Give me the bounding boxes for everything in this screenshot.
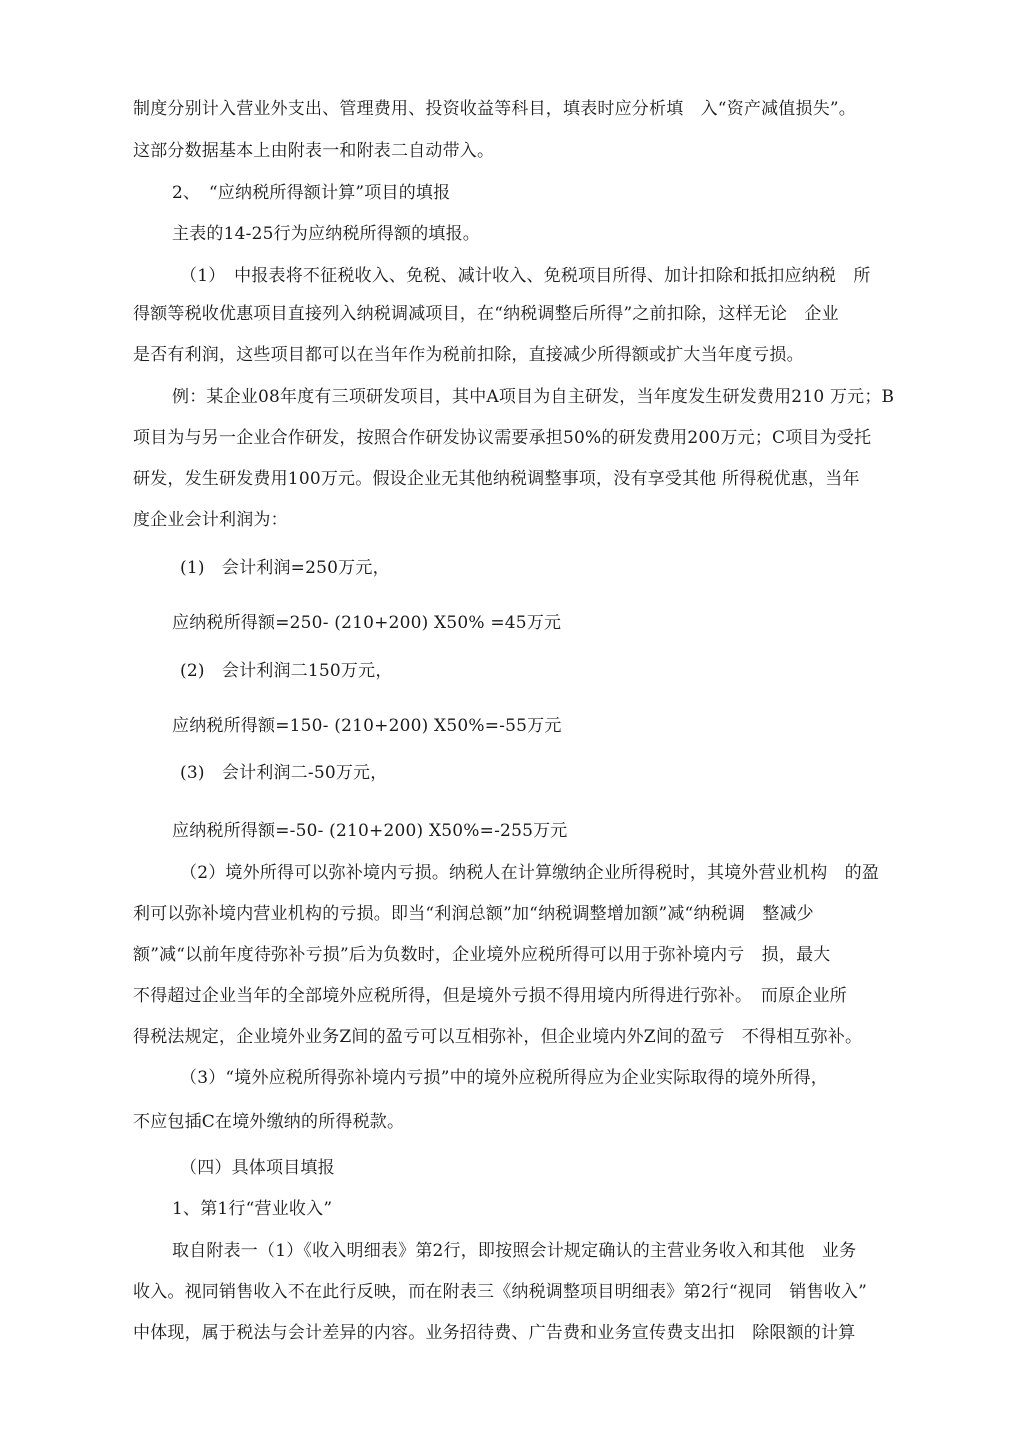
text-line: 度企业会计利润为： (133, 510, 288, 530)
formula-line: 应纳税所得额=250- (210+200) X50% =45万元 (172, 613, 562, 633)
formula-line: 应纳税所得额=-50- (210+200) X50%=-255万元 (172, 821, 568, 841)
section-heading: （四）具体项目填报 (180, 1158, 335, 1178)
text-line: 中体现，属于税法与会计差异的内容。业务招待费、广告费和业务宣传费支出扣 除限额的计算 (133, 1323, 856, 1343)
text-line: 研发，发生研发费用100万元。假设企业无其他纳税调整事项，没有享受其他 所得税优惠，当年 (133, 469, 860, 489)
text-line: 不得超过企业当年的全部境外应税所得，但是境外亏损不得用境内所得进行弥补。 而原企业所 (133, 986, 847, 1006)
text-line: 得额等税收优惠项目直接列入纳税调减项目，在“纳税调整后所得”之前扣除，这样无论 企业 (133, 304, 839, 324)
text-line: 不应包插C在境外缴纳的所得税款。 (133, 1112, 405, 1132)
formula-line: (3) 会计利润二-50万元， (180, 763, 388, 783)
section-heading: 2、 “应纳税所得额计算”项目的填报 (172, 183, 451, 203)
text-line: 额”减“以前年度待弥补亏损”后为负数时，企业境外应税所得可以用于弥补境内亏 损，最大 (133, 945, 831, 965)
text-line: 主表的14-25行为应纳税所得额的填报。 (172, 224, 481, 244)
text-line: 制度分别计入营业外支出、管理费用、投资收益等科目，填表时应分析填 入“资产减值损失”。 (133, 99, 856, 119)
formula-line: (2) 会计利润二150万元， (180, 661, 393, 681)
text-line: 得税法规定，企业境外业务Z间的盈亏可以互相弥补，但企业境内外Z间的盈亏 不得相互弥补。 (133, 1027, 863, 1047)
text-line: 是否有利润，这些项目都可以在当年作为税前扣除，直接减少所得额或扩大当年度亏损。 (133, 345, 804, 365)
text-line: （2）境外所得可以弥补境内亏损。纳税人在计算缴纳企业所得税时，其境外营业机构 的盈 (180, 863, 880, 883)
text-line: 项目为与另一企业合作研发，按照合作研发协议需要承担50%的研发费用200万元；C项目为受托 (133, 428, 872, 448)
text-line: 这部分数据基本上由附表一和附表二自动带入。 (133, 141, 495, 161)
text-line: （1） 中报表将不征税收入、免税、减计收入、免税项目所得、加计扣除和抵扣应纳税 所 (180, 266, 871, 286)
text-line: （3）“境外应税所得弥补境内亏损”中的境外应税所得应为企业实际取得的境外所得， (180, 1068, 828, 1088)
section-heading: 1、第1行“营业收入” (172, 1199, 333, 1219)
text-line: 取自附表一（1）《收入明细表》第2行，即按照会计规定确认的主营业务收入和其他 业务 (172, 1241, 857, 1261)
text-line: 收入。视同销售收入不在此行反映，而在附表三《纳税调整项目明细表》第2行“视同 销售收入” (133, 1282, 867, 1302)
text-line: 例：某企业08年度有三项研发项目，其中A项目为自主研发，当年度发生研发费用210 万元；B (172, 387, 895, 407)
formula-line: 应纳税所得额=150- (210+200) X50%=-55万元 (172, 716, 562, 736)
text-line: 利可以弥补境内营业机构的亏损。即当“利润总额”加“纳税调整增加额”减“纳税调 整减少 (133, 904, 814, 924)
formula-line: (1) 会计利润=250万元， (180, 558, 390, 578)
